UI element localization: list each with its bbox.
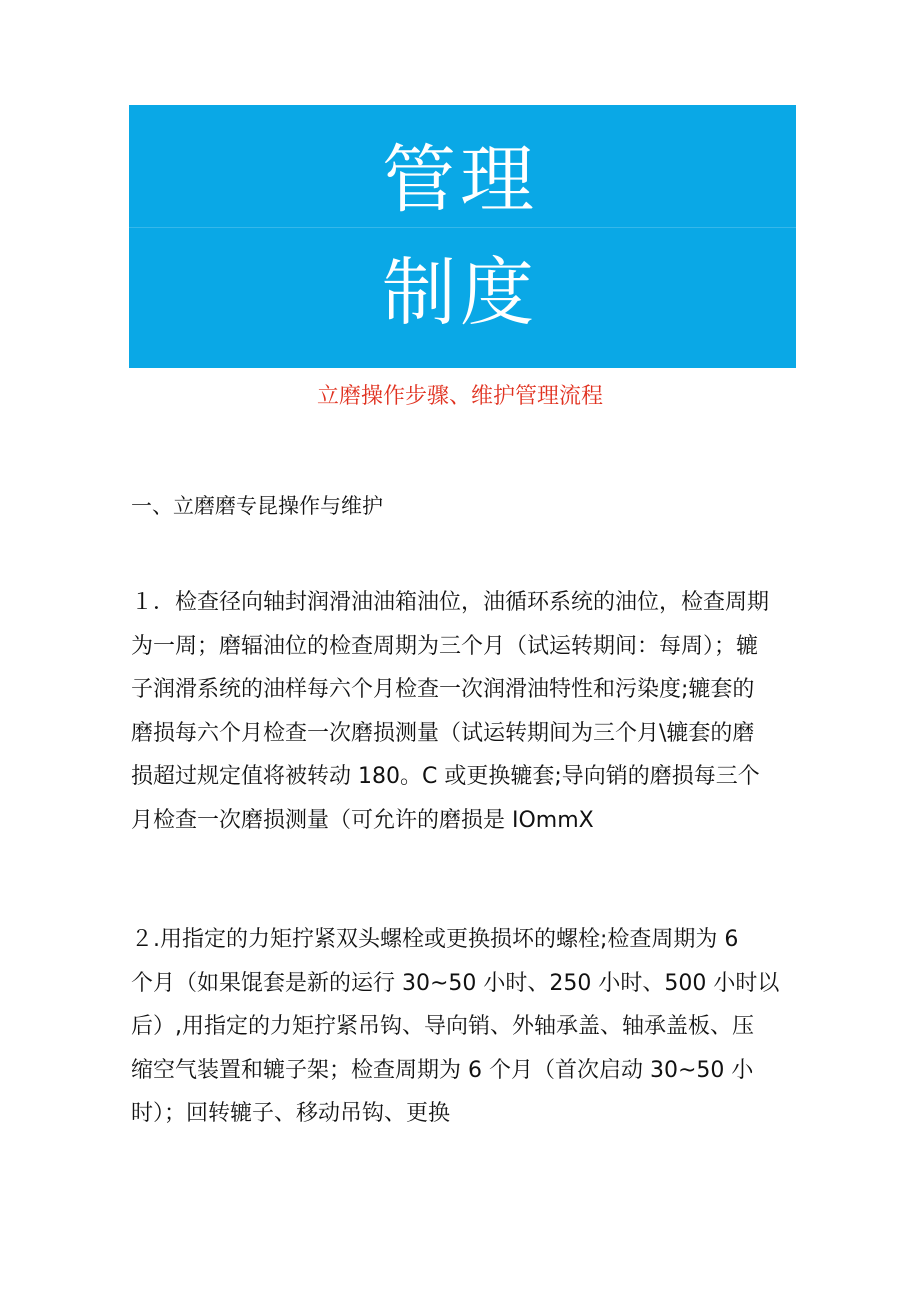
banner-title-line2: 制度 (382, 250, 538, 336)
banner-divider (129, 227, 796, 228)
paragraph-line: ２.用指定的力矩拧紧双头螺栓或更换损坏的螺栓;检查周期为 6 (131, 927, 739, 952)
paragraph-line: 后）,用指定的力矩拧紧吊钩、导向销、外轴承盖、轴承盖板、压 (131, 1014, 754, 1039)
paragraph-line: 磨损每六个月检查一次磨损测量（试运转期间为三个月\辘套的磨 (131, 720, 755, 746)
document-subtitle: 立磨操作步骤、维护管理流程 (316, 384, 603, 409)
paragraph-line: 子润滑系统的油样每六个月检查一次润滑油特性和污染度;辘套的 (131, 677, 755, 702)
paragraph-line: 损超过规定值将被转动 180。C 或更换辘套;导向销的磨损每三个 (131, 764, 760, 789)
paragraph-1 (131, 581, 796, 842)
banner-title-line1: 管理 (382, 137, 538, 223)
paragraph-line: 缩空气装置和辘子架；检查周期为 6 个月（首次启动 30~50 小 (131, 1057, 754, 1083)
paragraph-2 (131, 918, 796, 1136)
paragraph-line: 为一周；磨辐油位的检查周期为三个月（试运转期间：每周）；辘 (131, 633, 759, 659)
paragraph-line: １．检查径向轴封润滑油油箱油位，油循环系统的油位，检查周期 (131, 590, 770, 615)
paragraph-line: 个月（如果馄套是新的运行 30~50 小时、250 小时、500 小时以 (131, 970, 780, 996)
paragraph-line: 月检查一次磨损测量（可允许的磨损是 IOmmX (131, 807, 594, 833)
section-heading: 一、立磨磨专昆操作与维护 (131, 494, 383, 518)
paragraph-line: 时）；回转辘子、移动吊钩、更换 (131, 1101, 451, 1126)
